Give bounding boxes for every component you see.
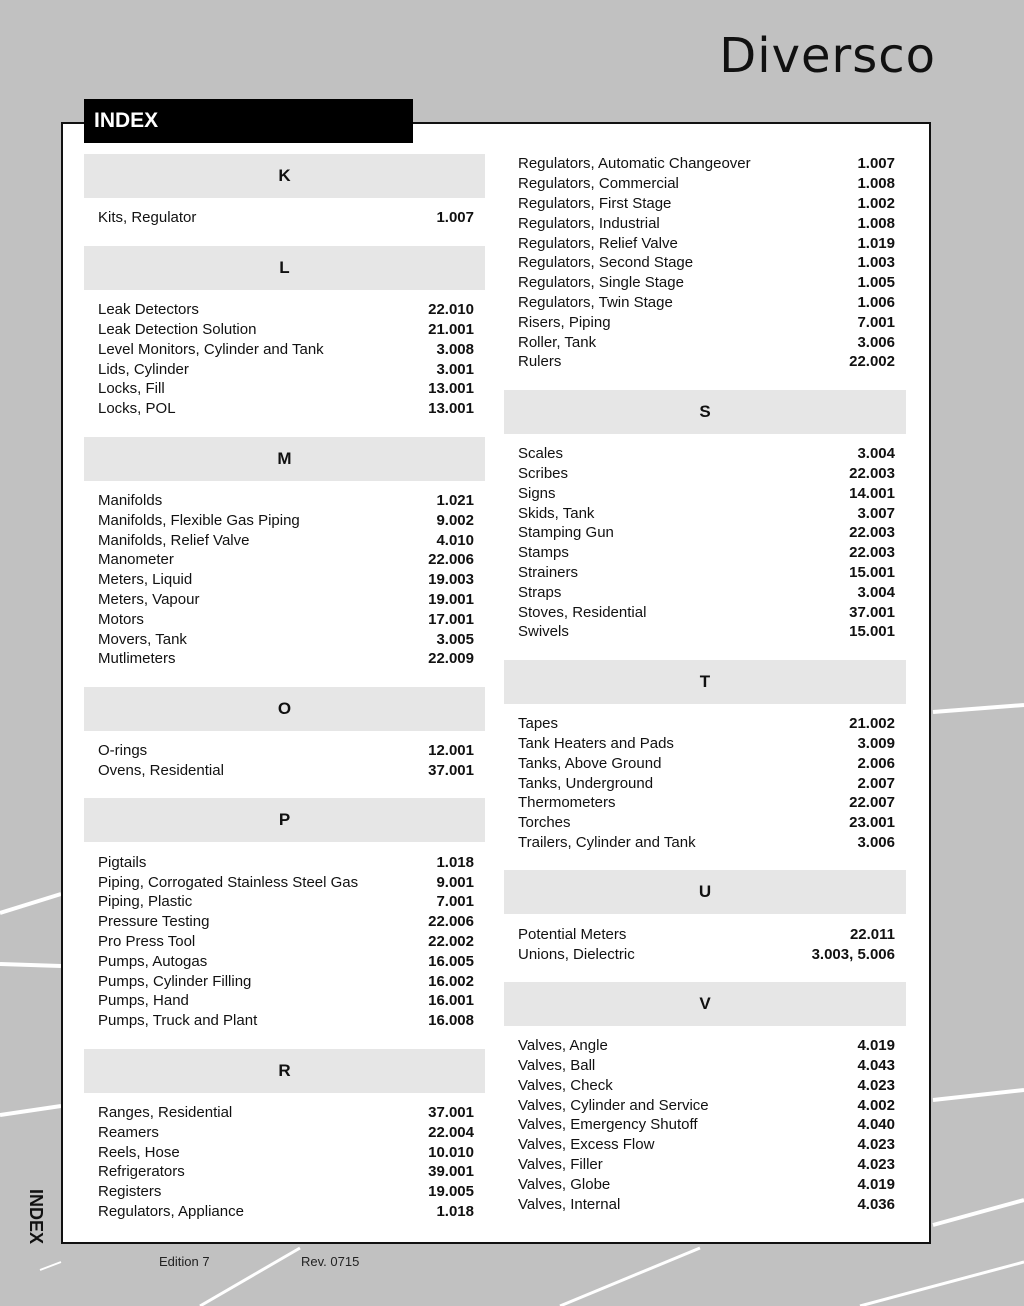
entry-page-number: 1.002 bbox=[857, 194, 895, 212]
index-entry bbox=[98, 320, 474, 340]
index-entry bbox=[98, 379, 474, 399]
index-entry bbox=[98, 1103, 474, 1123]
index-entry bbox=[98, 629, 474, 649]
index-entry bbox=[98, 951, 474, 971]
index-entry bbox=[98, 1011, 474, 1031]
index-entry bbox=[98, 852, 474, 872]
index-entry bbox=[518, 352, 895, 372]
entry-page-number: 4.019 bbox=[857, 1037, 895, 1055]
entry-page-number: 37.001 bbox=[428, 761, 474, 779]
index-entry bbox=[98, 971, 474, 991]
entry-term: Regulators, Relief Valve bbox=[518, 234, 678, 252]
entry-term: Valves, Cylinder and Service bbox=[518, 1096, 709, 1114]
entry-term: Risers, Piping bbox=[518, 313, 611, 331]
entry-term: Meters, Liquid bbox=[98, 571, 193, 589]
entry-page-number: 1.003 bbox=[857, 254, 895, 272]
index-entry bbox=[518, 944, 895, 964]
section-header-m: M bbox=[84, 437, 485, 481]
entry-term: Registers bbox=[98, 1183, 162, 1201]
entry-page-number: 16.001 bbox=[428, 992, 474, 1010]
index-entry bbox=[518, 1174, 895, 1194]
index-entry bbox=[518, 582, 895, 602]
entry-term: Regulators, Appliance bbox=[98, 1202, 244, 1220]
entry-term: Unions, Dielectric bbox=[518, 945, 635, 963]
entry-page-number: 22.003 bbox=[849, 524, 895, 542]
entry-term: Valves, Globe bbox=[518, 1175, 611, 1193]
index-entry bbox=[98, 359, 474, 379]
entry-term: Valves, Emergency Shutoff bbox=[518, 1116, 698, 1134]
entry-page-number: 16.002 bbox=[428, 972, 474, 990]
entry-term: Skids, Tank bbox=[518, 504, 595, 522]
index-entry bbox=[518, 1135, 895, 1155]
entry-term: Ovens, Residential bbox=[98, 761, 224, 779]
entry-page-number: 4.002 bbox=[857, 1096, 895, 1114]
entry-page-number: 3.005 bbox=[436, 630, 474, 648]
index-entry bbox=[98, 1182, 474, 1202]
brand-logo: Diversco bbox=[719, 28, 936, 84]
entry-term: Valves, Ball bbox=[518, 1057, 596, 1075]
entry-term: Piping, Corrogated Stainless Steel Gas bbox=[98, 873, 359, 891]
entry-term: Lids, Cylinder bbox=[98, 360, 189, 378]
section-header-o: O bbox=[84, 687, 485, 731]
entry-term: Swivels bbox=[518, 623, 569, 641]
index-entry bbox=[98, 590, 474, 610]
entry-term: Tapes bbox=[518, 715, 559, 733]
index-entry bbox=[518, 924, 895, 944]
entry-term: Leak Detection Solution bbox=[98, 320, 257, 338]
footer-edition: Edition 7 bbox=[159, 1254, 210, 1269]
entry-page-number: 1.008 bbox=[857, 214, 895, 232]
entry-term: Manifolds bbox=[98, 491, 163, 509]
entry-page-number: 2.007 bbox=[857, 774, 895, 792]
entry-page-number: 12.001 bbox=[428, 742, 474, 760]
index-entry bbox=[98, 991, 474, 1011]
entry-page-number: 15.001 bbox=[849, 623, 895, 641]
entry-page-number: 21.001 bbox=[428, 320, 474, 338]
index-entry bbox=[98, 761, 474, 781]
entry-term: Regulators, Industrial bbox=[518, 214, 660, 232]
entry-page-number: 13.001 bbox=[428, 400, 474, 418]
index-entry bbox=[98, 1122, 474, 1142]
page-title: INDEX bbox=[84, 99, 413, 143]
index-entry bbox=[518, 833, 895, 853]
entry-page-number: 22.003 bbox=[849, 544, 895, 562]
index-entry bbox=[518, 253, 895, 273]
entry-term: Manifolds, Relief Valve bbox=[98, 531, 250, 549]
entry-term: Trailers, Cylinder and Tank bbox=[518, 833, 696, 851]
entry-page-number: 17.001 bbox=[428, 610, 474, 628]
entry-term: Pumps, Truck and Plant bbox=[98, 1012, 258, 1030]
entry-page-number: 22.007 bbox=[849, 794, 895, 812]
section-header-u: U bbox=[504, 870, 906, 914]
entry-term: Stamping Gun bbox=[518, 524, 614, 542]
index-entry bbox=[98, 491, 474, 511]
section-entries-o bbox=[84, 731, 485, 799]
entry-term: Regulators, Twin Stage bbox=[518, 293, 673, 311]
entry-page-number: 15.001 bbox=[849, 563, 895, 581]
index-entry bbox=[518, 1076, 895, 1096]
index-column-left bbox=[84, 154, 485, 1239]
section-entries-l bbox=[84, 290, 485, 437]
index-entry bbox=[518, 293, 895, 313]
section-entries-s bbox=[504, 434, 906, 660]
entry-page-number: 4.043 bbox=[857, 1057, 895, 1075]
index-entry bbox=[518, 793, 895, 813]
entry-term: Tanks, Above Ground bbox=[518, 754, 662, 772]
index-entry bbox=[98, 741, 474, 761]
index-entry bbox=[518, 503, 895, 523]
entry-term: Pumps, Hand bbox=[98, 992, 189, 1010]
index-entry bbox=[518, 523, 895, 543]
entry-term: Meters, Vapour bbox=[98, 590, 200, 608]
entry-page-number: 1.019 bbox=[857, 234, 895, 252]
index-entry bbox=[518, 1194, 895, 1214]
entry-page-number: 4.023 bbox=[857, 1136, 895, 1154]
entry-term: Stoves, Residential bbox=[518, 603, 647, 621]
entry-page-number: 4.023 bbox=[857, 1076, 895, 1094]
entry-term: Scribes bbox=[518, 464, 569, 482]
section-header-s: S bbox=[504, 390, 906, 434]
entry-page-number: 4.019 bbox=[857, 1175, 895, 1193]
entry-page-number: 9.002 bbox=[436, 511, 474, 529]
index-entry bbox=[98, 609, 474, 629]
entry-page-number: 22.003 bbox=[849, 464, 895, 482]
index-entry bbox=[518, 714, 895, 734]
index-column-right bbox=[504, 154, 906, 1232]
section-entries-v bbox=[504, 1026, 906, 1232]
index-entry bbox=[518, 273, 895, 293]
entry-term: Locks, Fill bbox=[98, 380, 165, 398]
entry-page-number: 22.006 bbox=[428, 551, 474, 569]
entry-page-number: 3.003, 5.006 bbox=[811, 945, 895, 963]
entry-term: Pressure Testing bbox=[98, 913, 210, 931]
entry-page-number: 3.008 bbox=[436, 340, 474, 358]
index-entry bbox=[518, 543, 895, 563]
entry-term: Ranges, Residential bbox=[98, 1103, 233, 1121]
entry-term: Mutlimeters bbox=[98, 650, 176, 668]
index-entry bbox=[518, 233, 895, 253]
entry-page-number: 14.001 bbox=[849, 484, 895, 502]
footer-revision: Rev. 0715 bbox=[301, 1254, 360, 1269]
entry-term: Torches bbox=[518, 814, 571, 832]
entry-term: Reamers bbox=[98, 1123, 159, 1141]
entry-term: Stamps bbox=[518, 544, 569, 562]
entry-term: Pro Press Tool bbox=[98, 932, 196, 950]
entry-term: Valves, Angle bbox=[518, 1037, 608, 1055]
entry-page-number: 16.005 bbox=[428, 952, 474, 970]
entry-page-number: 3.004 bbox=[857, 583, 895, 601]
entry-term: Valves, Excess Flow bbox=[518, 1136, 655, 1154]
section-header-r: R bbox=[84, 1049, 485, 1093]
entry-page-number: 4.010 bbox=[436, 531, 474, 549]
entry-page-number: 22.009 bbox=[428, 650, 474, 668]
entry-page-number: 22.010 bbox=[428, 301, 474, 319]
entry-page-number: 9.001 bbox=[436, 873, 474, 891]
index-entry bbox=[518, 563, 895, 583]
index-entry bbox=[98, 1162, 474, 1182]
entry-term: Valves, Internal bbox=[518, 1195, 621, 1213]
entry-term: Tank Heaters and Pads bbox=[518, 734, 674, 752]
entry-term: Kits, Regulator bbox=[98, 209, 197, 227]
section-header-k: K bbox=[84, 154, 485, 198]
entry-term: Pigtails bbox=[98, 853, 147, 871]
entry-page-number: 3.001 bbox=[436, 360, 474, 378]
entry-page-number: 39.001 bbox=[428, 1163, 474, 1181]
index-entry bbox=[518, 332, 895, 352]
entry-page-number: 7.001 bbox=[436, 893, 474, 911]
entry-term: Rulers bbox=[518, 353, 562, 371]
index-entry bbox=[98, 1202, 474, 1222]
section-entries-r-continued bbox=[504, 154, 906, 390]
entry-page-number: 16.008 bbox=[428, 1012, 474, 1030]
entry-page-number: 3.009 bbox=[857, 734, 895, 752]
side-index-label: INDEX bbox=[25, 1188, 46, 1244]
entry-page-number: 2.006 bbox=[857, 754, 895, 772]
entry-term: Roller, Tank bbox=[518, 333, 597, 351]
index-entry bbox=[98, 892, 474, 912]
index-entry bbox=[518, 1095, 895, 1115]
index-entry bbox=[518, 154, 895, 174]
index-entry bbox=[98, 1142, 474, 1162]
index-entry bbox=[98, 912, 474, 932]
entry-page-number: 19.005 bbox=[428, 1183, 474, 1201]
section-header-l: L bbox=[84, 246, 485, 290]
entry-term: Pumps, Autogas bbox=[98, 952, 208, 970]
index-entry bbox=[98, 399, 474, 419]
index-entry bbox=[98, 339, 474, 359]
entry-term: Regulators, Second Stage bbox=[518, 254, 694, 272]
index-entry bbox=[518, 753, 895, 773]
entry-term: Valves, Filler bbox=[518, 1156, 603, 1174]
index-entry bbox=[518, 602, 895, 622]
entry-page-number: 1.018 bbox=[436, 853, 474, 871]
entry-page-number: 13.001 bbox=[428, 380, 474, 398]
entry-term: Piping, Plastic bbox=[98, 893, 193, 911]
entry-term: Refrigerators bbox=[98, 1163, 185, 1181]
section-header-p: P bbox=[84, 798, 485, 842]
entry-term: O-rings bbox=[98, 742, 148, 760]
index-entry bbox=[518, 1056, 895, 1076]
index-entry bbox=[518, 1155, 895, 1175]
entry-term: Movers, Tank bbox=[98, 630, 187, 648]
entry-page-number: 22.011 bbox=[849, 925, 895, 943]
entry-page-number: 7.001 bbox=[857, 313, 895, 331]
entry-page-number: 19.003 bbox=[428, 571, 474, 589]
entry-term: Regulators, Single Stage bbox=[518, 274, 684, 292]
index-entry bbox=[98, 208, 474, 228]
section-header-t: T bbox=[504, 660, 906, 704]
entry-term: Signs bbox=[518, 484, 556, 502]
section-header-v: V bbox=[504, 982, 906, 1026]
entry-term: Manifolds, Flexible Gas Piping bbox=[98, 511, 300, 529]
entry-page-number: 22.002 bbox=[849, 353, 895, 371]
entry-term: Strainers bbox=[518, 563, 579, 581]
entry-page-number: 4.036 bbox=[857, 1195, 895, 1213]
entry-page-number: 22.004 bbox=[428, 1123, 474, 1141]
entry-page-number: 1.021 bbox=[436, 491, 474, 509]
index-entry bbox=[518, 194, 895, 214]
entry-term: Valves, Check bbox=[518, 1076, 613, 1094]
entry-term: Locks, POL bbox=[98, 400, 176, 418]
entry-page-number: 3.004 bbox=[857, 445, 895, 463]
entry-page-number: 3.006 bbox=[857, 333, 895, 351]
entry-term: Manometer bbox=[98, 551, 174, 569]
index-entry bbox=[518, 773, 895, 793]
entry-page-number: 1.008 bbox=[857, 175, 895, 193]
entry-page-number: 22.002 bbox=[428, 932, 474, 950]
entry-term: Reels, Hose bbox=[98, 1143, 180, 1161]
entry-page-number: 1.006 bbox=[857, 293, 895, 311]
entry-term: Potential Meters bbox=[518, 925, 627, 943]
entry-page-number: 23.001 bbox=[849, 814, 895, 832]
entry-term: Regulators, First Stage bbox=[518, 194, 672, 212]
entry-page-number: 1.005 bbox=[857, 274, 895, 292]
entry-page-number: 19.001 bbox=[428, 590, 474, 608]
entry-term: Regulators, Commercial bbox=[518, 175, 679, 193]
index-entry bbox=[518, 174, 895, 194]
index-entry bbox=[518, 464, 895, 484]
section-entries-u bbox=[504, 914, 906, 982]
section-entries-k bbox=[84, 198, 485, 246]
entry-term: Scales bbox=[518, 445, 564, 463]
entry-page-number: 3.007 bbox=[857, 504, 895, 522]
entry-page-number: 1.018 bbox=[436, 1202, 474, 1220]
entry-page-number: 10.010 bbox=[428, 1143, 474, 1161]
index-entry bbox=[98, 570, 474, 590]
entry-term: Pumps, Cylinder Filling bbox=[98, 972, 252, 990]
entry-term: Regulators, Automatic Changeover bbox=[518, 155, 751, 173]
index-entry bbox=[98, 530, 474, 550]
index-entry bbox=[98, 300, 474, 320]
section-entries-t bbox=[504, 704, 906, 871]
index-entry bbox=[518, 1115, 895, 1135]
index-entry bbox=[98, 550, 474, 570]
entry-page-number: 4.040 bbox=[857, 1116, 895, 1134]
index-entry bbox=[518, 1036, 895, 1056]
index-entry bbox=[518, 213, 895, 233]
index-entry bbox=[98, 510, 474, 530]
section-entries-m bbox=[84, 481, 485, 687]
entry-page-number: 22.006 bbox=[428, 913, 474, 931]
entry-term: Motors bbox=[98, 610, 144, 628]
section-entries-r bbox=[84, 1093, 485, 1240]
entry-term: Thermometers bbox=[518, 794, 616, 812]
entry-page-number: 3.006 bbox=[857, 833, 895, 851]
index-entry bbox=[98, 932, 474, 952]
index-entry bbox=[518, 622, 895, 642]
entry-page-number: 1.007 bbox=[436, 209, 474, 227]
entry-page-number: 37.001 bbox=[849, 603, 895, 621]
index-entry bbox=[518, 813, 895, 833]
index-entry bbox=[98, 649, 474, 669]
entry-term: Leak Detectors bbox=[98, 301, 199, 319]
index-entry bbox=[518, 483, 895, 503]
entry-page-number: 21.002 bbox=[849, 715, 895, 733]
index-entry bbox=[518, 312, 895, 332]
entry-term: Straps bbox=[518, 583, 562, 601]
entry-term: Level Monitors, Cylinder and Tank bbox=[98, 340, 324, 358]
entry-page-number: 1.007 bbox=[857, 155, 895, 173]
entry-term: Tanks, Underground bbox=[518, 774, 654, 792]
entry-page-number: 4.023 bbox=[857, 1156, 895, 1174]
index-entry bbox=[98, 872, 474, 892]
section-entries-p bbox=[84, 842, 485, 1048]
index-entry bbox=[518, 444, 895, 464]
entry-page-number: 37.001 bbox=[428, 1103, 474, 1121]
index-entry bbox=[518, 734, 895, 754]
